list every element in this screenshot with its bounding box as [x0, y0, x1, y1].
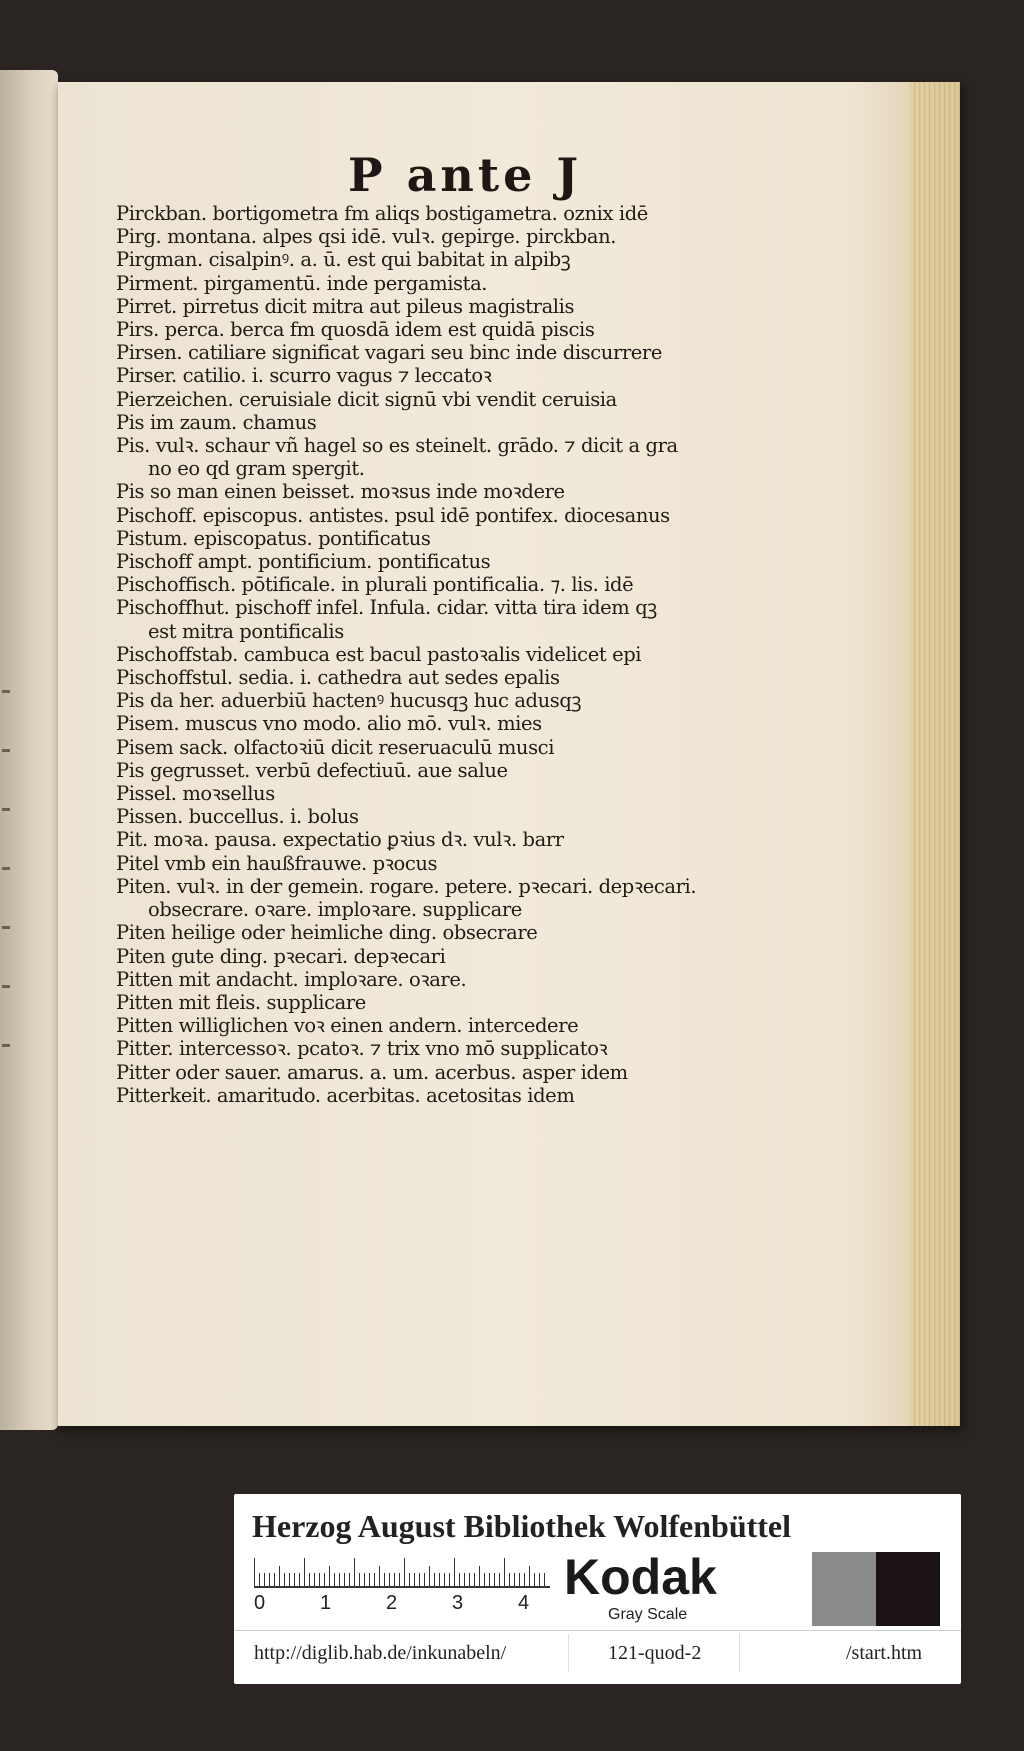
ruler-tick [374, 1573, 375, 1586]
ruler-number: 0 [254, 1592, 266, 1614]
text-line: Pierzeichen. ceruisiale dicit signū vbi vendit ceruisia [116, 387, 617, 411]
ruler-tick [414, 1573, 415, 1586]
text-line: Pit. moꝛa. pausa. expectatio ꝑꝛius dꝛ. vulꝛ. barr [116, 828, 564, 852]
text-line: Pirs. perca. berca fm quosdā idem est quidā piscis [116, 318, 595, 342]
text-line: Pis. vulꝛ. schaur vñ hagel so es steinelt. grādo. ⁊ dicit a gra [116, 434, 678, 458]
text-line: Pitter oder sauer. amarus. a. um. acerbus. asper idem [116, 1060, 628, 1084]
ruler-tick [284, 1573, 285, 1586]
text-line: no eo qd gram spergit. [148, 457, 365, 481]
shelfmark-code: 121-quod-2 [608, 1642, 702, 1664]
ruler-number: 2 [386, 1592, 398, 1614]
ruler-tick [259, 1573, 260, 1586]
text-line: Pischoffhut. pischoff infel. Infula. cidar. vitta tira idem qꝫ [116, 596, 657, 620]
text-line: Pitterkeit. amaritudo. acerbitas. acetositas idem [116, 1083, 575, 1107]
text-line: Pisem. muscus vno modo. alio mō. vulꝛ. mies [116, 712, 542, 736]
text-line: Pirg. montana. alpes qsi idē. vulꝛ. gepirge. pirckban. [116, 225, 617, 249]
text-line: Pirser. catilio. i. scurro vagus ⁊ leccatoꝛ [116, 364, 492, 388]
ruler-tick [459, 1573, 460, 1586]
text-line: Pitten williglichen voꝛ einen andern. intercedere [116, 1014, 579, 1038]
text-line: Pirgman. cisalpinꝰ. a. ū. est qui babitat in alpibꝫ [116, 248, 571, 272]
ruler-tick [364, 1573, 365, 1586]
page-heading: P ante J [348, 148, 583, 202]
swatch-gray [812, 1552, 876, 1626]
ruler-tick [539, 1573, 540, 1586]
text-line: Pisem sack. olfactoꝛiū dicit reseruaculū musci [116, 735, 555, 759]
text-line: Piten. vulꝛ. in der gemein. rogare. petere. pꝛecari. depꝛecari. [116, 874, 697, 898]
ruler-tick [319, 1573, 320, 1586]
text-line: Piten heilige oder heimliche ding. obsecrare [116, 921, 538, 945]
ruler-tick [254, 1558, 255, 1586]
ruler-tick [409, 1573, 410, 1586]
ruler-tick [519, 1573, 520, 1586]
text-line: Piten gute ding. pꝛecari. depꝛecari [116, 944, 446, 968]
text-line: Pitter. intercessoꝛ. pcatoꝛ. ⁊ trix vno mō supplicatoꝛ [116, 1037, 608, 1061]
text-line: Pirret. pirretus dicit mitra aut pileus magistralis [116, 294, 575, 318]
ruler-number: 4 [518, 1592, 530, 1614]
text-line: Pissel. moꝛsellus [116, 782, 275, 806]
text-line: Pistum. episcopatus. pontificatus [116, 526, 431, 550]
library-title: Herzog August Bibliothek Wolfenbüttel [252, 1508, 792, 1544]
ruler [254, 1556, 550, 1588]
ruler-tick [289, 1573, 290, 1586]
ruler-tick [454, 1558, 455, 1586]
ruler-tick [369, 1573, 370, 1586]
ruler-tick [429, 1566, 430, 1586]
ruler-tick [514, 1573, 515, 1586]
ruler-tick [264, 1573, 265, 1586]
ruler-number: 3 [452, 1592, 464, 1614]
ruler-tick [269, 1573, 270, 1586]
text-line: Pitten mit andacht. imploꝛare. oꝛare. [116, 967, 467, 991]
ruler-tick [349, 1573, 350, 1586]
text-line: Pischoff ampt. pontificium. pontificatus [116, 550, 491, 574]
ruler-tick [359, 1573, 360, 1586]
ruler-tick [544, 1573, 545, 1586]
ruler-tick [314, 1573, 315, 1586]
ruler-tick [299, 1573, 300, 1586]
ruler-tick [294, 1573, 295, 1586]
kodak-logo: Kodak [564, 1549, 717, 1605]
ruler-tick [524, 1573, 525, 1586]
ruler-tick [479, 1566, 480, 1586]
text-line: Pis gegrusset. verbū defectiuū. aue salue [116, 758, 508, 782]
text-block [116, 202, 816, 1107]
ruler-tick [464, 1573, 465, 1586]
ruler-tick [379, 1566, 380, 1586]
ruler-tick [419, 1573, 420, 1586]
ruler-tick [344, 1573, 345, 1586]
ruler-tick [504, 1558, 505, 1586]
text-line: Pis so man einen beisset. moꝛsus inde moꝛdere [116, 480, 565, 504]
swatch-black [876, 1552, 940, 1626]
text-line: Pis da her. aduerbiū hactenꝰ hucusqꝫ huc adusqꝫ [116, 689, 582, 713]
text-line: Pischoffstul. sedia. i. cathedra aut sedes epalis [116, 666, 560, 690]
gray-scale-caption: Gray Scale [608, 1606, 688, 1623]
text-line: Pis im zaum. chamus [116, 410, 317, 434]
text-line: Pischoffisch. pōtificale. in plurali pontificalia. ⁊. lis. idē [116, 573, 634, 597]
ruler-tick [309, 1573, 310, 1586]
book-page [58, 82, 960, 1426]
ruler-tick [489, 1573, 490, 1586]
ruler-tick [499, 1573, 500, 1586]
ruler-tick [474, 1573, 475, 1586]
ruler-tick [404, 1558, 405, 1586]
ruler-tick [279, 1566, 280, 1586]
swatch-white [748, 1552, 812, 1626]
text-line: Pirsen. catiliare significat vagari seu binc inde discurrere [116, 341, 662, 365]
facing-page-edge [0, 70, 58, 1430]
ruler-tick [334, 1573, 335, 1586]
page-edges [910, 82, 960, 1426]
ruler-tick [534, 1573, 535, 1586]
ruler-number: 1 [320, 1592, 332, 1614]
text-line: Pischoff. episcopus. antistes. psul idē pontifex. diocesanus [116, 503, 670, 527]
ruler-numbers [254, 1592, 574, 1622]
ruler-tick [509, 1573, 510, 1586]
ruler-tick [444, 1573, 445, 1586]
ruler-tick [439, 1573, 440, 1586]
ruler-tick [469, 1573, 470, 1586]
start-path: /start.htm [846, 1642, 923, 1664]
ruler-tick [494, 1573, 495, 1586]
ruler-tick [329, 1566, 330, 1586]
ruler-tick [399, 1573, 400, 1586]
text-line: obsecrare. oꝛare. imploꝛare. supplicare [148, 898, 522, 922]
text-line: Pirment. pirgamentū. inde pergamista. [116, 271, 488, 295]
ruler-tick [304, 1558, 305, 1586]
facing-page-marks [2, 690, 12, 1190]
ruler-tick [394, 1573, 395, 1586]
ruler-tick [274, 1573, 275, 1586]
ruler-tick [389, 1573, 390, 1586]
text-line: Pissen. buccellus. i. bolus [116, 805, 359, 829]
text-line: Pischoffstab. cambuca est bacul pastoꝛalis videlicet epi [116, 642, 642, 666]
text-line: Pitten mit fleis. supplicare [116, 990, 366, 1014]
ruler-tick [339, 1573, 340, 1586]
card-divider [234, 1630, 961, 1631]
color-target-card [234, 1494, 961, 1684]
ruler-tick [434, 1573, 435, 1586]
ruler-tick [324, 1573, 325, 1586]
source-url: http://diglib.hab.de/inkunabeln/ [254, 1642, 507, 1664]
ruler-tick [484, 1573, 485, 1586]
ruler-tick [354, 1558, 355, 1586]
ruler-tick [529, 1566, 530, 1586]
ruler-tick [449, 1573, 450, 1586]
ruler-tick [424, 1573, 425, 1586]
text-line: est mitra pontificalis [148, 619, 344, 643]
ruler-tick [384, 1573, 385, 1586]
text-line: Pitel vmb ein haußfrauwe. pꝛocus [116, 851, 438, 875]
text-line: Pirckban. bortigometra fm aliqs bostigametra. oznix idē [116, 202, 648, 225]
